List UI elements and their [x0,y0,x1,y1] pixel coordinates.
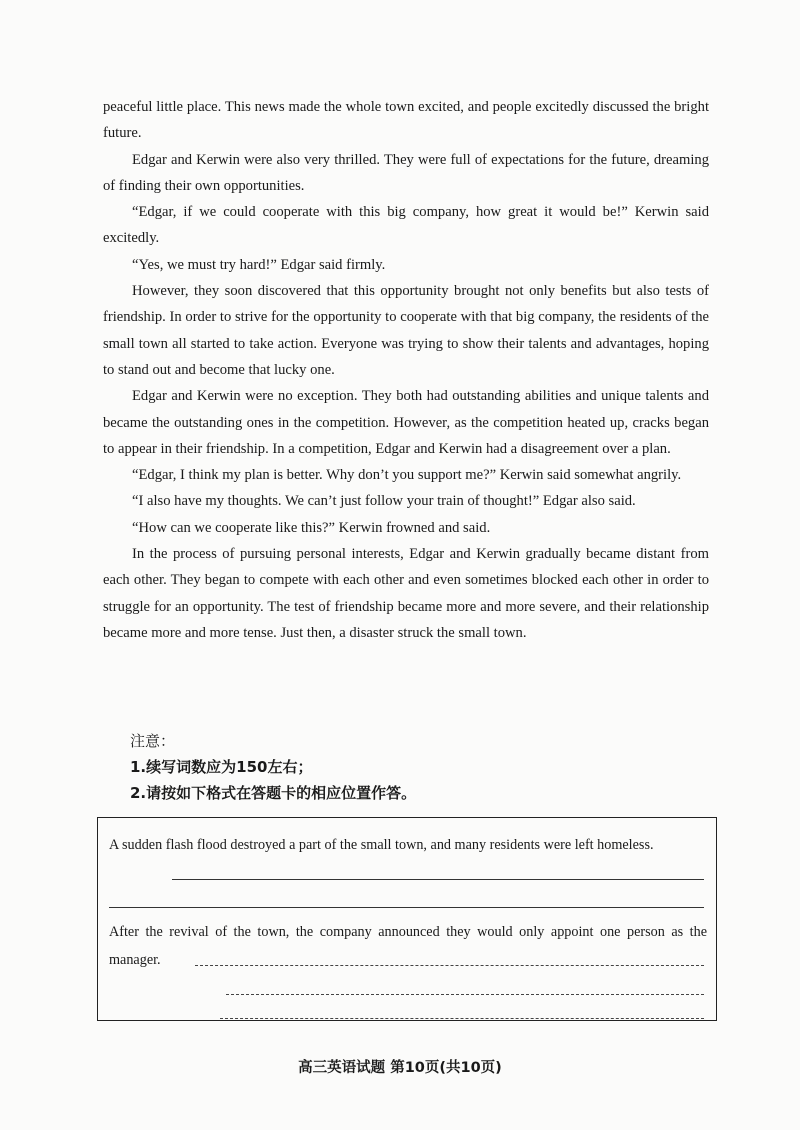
passage-paragraph: “Edgar, I think my plan is better. Why don’t you support me?” Kerwin said somewhat angrily. [132,467,682,484]
answer-line[interactable] [220,1018,704,1019]
answer-line[interactable] [226,994,704,995]
instructions [130,728,416,806]
passage-paragraph: “Edgar, if we could cooperate with this big company, how great it would be!” Kerwin said excitedly. [103,204,709,247]
instruction-item: 2.请按如下格式在答题卡的相应位置作答。 [130,784,417,802]
passage-paragraph: However, they soon discovered that this opportunity brought not only benefits but also tests of friendship. In order to strive for the opportunity to cooperate with that big company, the residents of the small town all started to take action. Everyone was trying to show their talents and advantages, hoping to stand out and become that lucky one. [103,283,709,378]
answer-line[interactable] [172,879,704,880]
continuation-prompt-2: After the revival of the town, the company announced they would only appoint one person as the manager. [109,924,707,968]
answer-box [97,817,717,1021]
passage-paragraph: “I also have my thoughts. We can’t just follow your train of thought!” Edgar also said. [132,493,636,510]
passage-paragraph: In the process of pursuing personal interests, Edgar and Kerwin gradually became distant from each other. They began to compete with each other and even sometimes blocked each other in order to struggle for an opportunity. The test of friendship became more and more severe, and their relationship became more and more tense. Just then, a disaster struck the small town. [103,546,709,641]
answer-line[interactable] [195,965,704,966]
passage-paragraph: “Yes, we must try hard!” Edgar said firmly. [132,256,386,273]
answer-line[interactable] [109,907,704,908]
page-footer: 高三英语试题 第10页(共10页) [298,1060,502,1076]
reading-passage [103,94,709,646]
passage-paragraph: Edgar and Kerwin were also very thrilled. They were full of expectations for the future, dreaming of finding their own opportunities. [103,151,709,194]
instructions-title: 注意： [130,732,176,750]
instruction-item: 1.续写词数应为150左右； [130,758,313,776]
passage-paragraph: “How can we cooperate like this?” Kerwin frowned and said. [132,519,491,536]
continuation-prompt-1: A sudden flash flood destroyed a part of the small town, and many residents were left homeless. [109,837,654,853]
passage-paragraph: peaceful little place. This news made the whole town excited, and people excitedly discussed the bright future. [103,99,709,142]
passage-paragraph: Edgar and Kerwin were no exception. They both had outstanding abilities and unique talents and became the outstanding ones in the competition. However, as the competition heated up, cracks began to appear in their friendship. In a competition, Edgar and Kerwin had a disagreement over a plan. [103,388,709,457]
